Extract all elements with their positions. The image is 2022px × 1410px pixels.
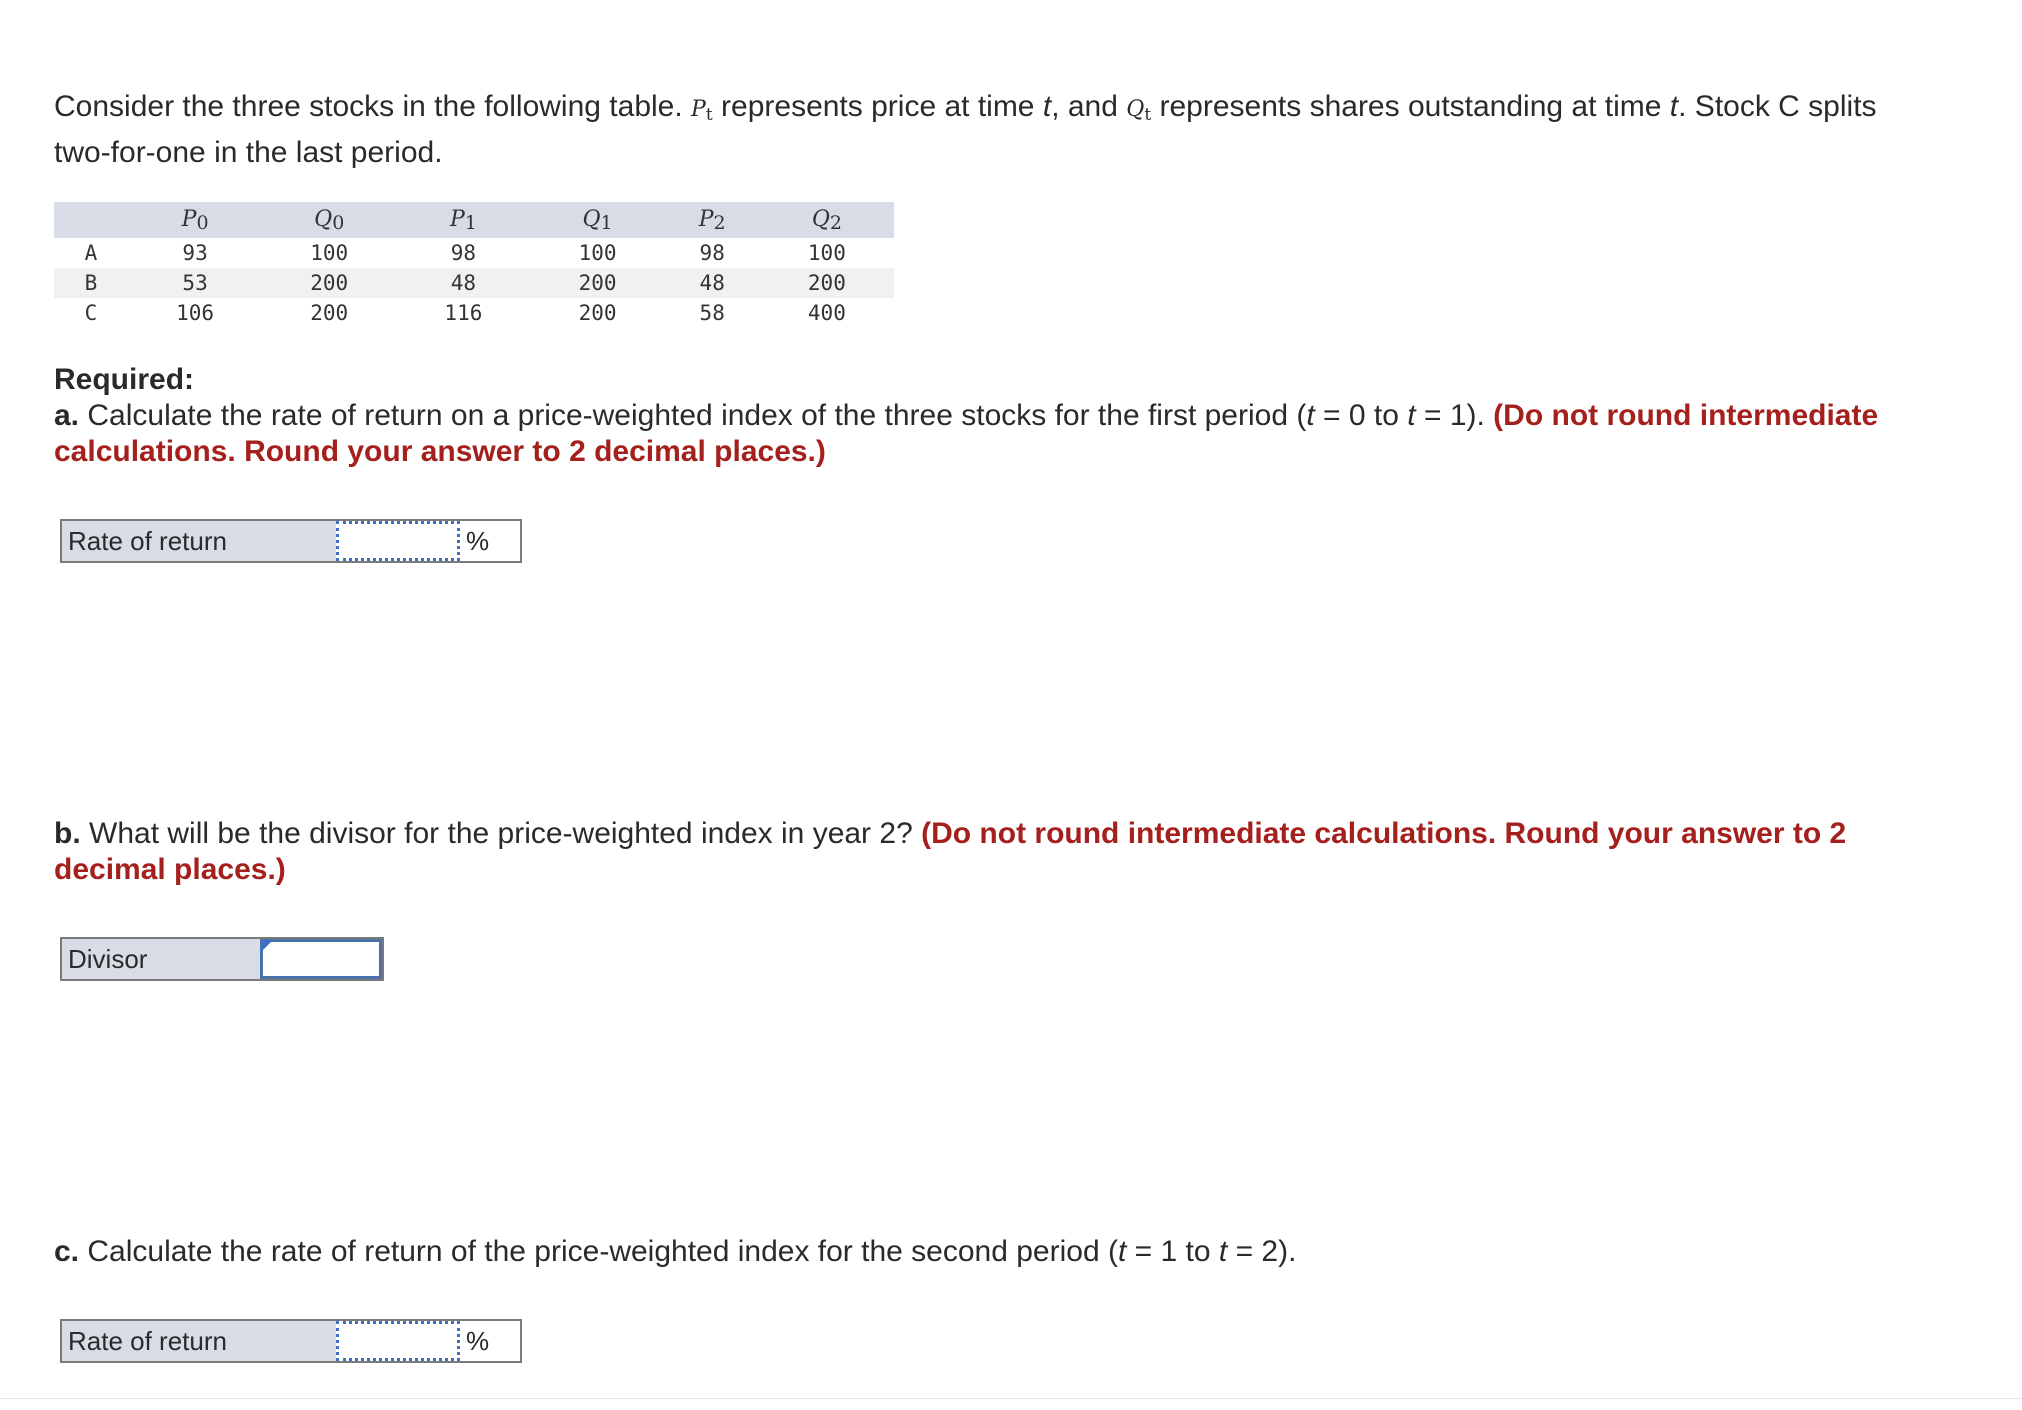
time-variable: t bbox=[1117, 1235, 1127, 1268]
table-cell: 200 bbox=[310, 301, 349, 325]
table-cell: 53 bbox=[182, 271, 208, 295]
intro-text-4: represents shares outstanding at time bbox=[1159, 90, 1662, 123]
table-cell: 100 bbox=[807, 241, 846, 265]
table-cell: 58 bbox=[699, 301, 725, 325]
stock-name: A bbox=[84, 241, 98, 265]
table-cell: 98 bbox=[699, 241, 725, 265]
intro-text-2: represents price at time bbox=[721, 90, 1035, 123]
part-b-letter: b. bbox=[54, 817, 81, 850]
time-variable-2: t bbox=[1669, 90, 1679, 123]
time-variable: t bbox=[1306, 399, 1315, 432]
table-header-row bbox=[54, 202, 894, 238]
shares-symbol: $Q_t$ bbox=[1126, 97, 1152, 125]
time-variable: t bbox=[1407, 399, 1416, 432]
intro-text-5: . Stock C splits two-for-one in the last period. bbox=[54, 90, 1877, 169]
divider bbox=[0, 1398, 2022, 1399]
table-cell: 400 bbox=[807, 301, 846, 325]
question-c bbox=[54, 1234, 1954, 1270]
table-cell: 200 bbox=[578, 301, 617, 325]
part-c-text: Calculate the rate of return of the price-weighted index for the second period ( bbox=[87, 1235, 1118, 1268]
table-row bbox=[54, 268, 894, 298]
divisor-input[interactable] bbox=[260, 939, 382, 979]
part-a-letter: a. bbox=[54, 399, 80, 432]
part-a-instruction: (Do not round intermediate calculations. Round your answer to 2 decimal places.) bbox=[54, 399, 1879, 468]
part-c-letter: c. bbox=[54, 1235, 80, 1268]
table-cell: 48 bbox=[699, 271, 725, 295]
part-a-eq1: = 1). bbox=[1415, 399, 1485, 432]
table-cell: 98 bbox=[450, 241, 477, 265]
table-row bbox=[54, 238, 894, 268]
table-row bbox=[54, 298, 894, 328]
table-header-blank bbox=[54, 202, 128, 238]
answer-row-a bbox=[60, 519, 522, 563]
answer-row-c bbox=[60, 1319, 522, 1363]
table-cell: 200 bbox=[807, 271, 846, 295]
time-variable: t bbox=[1218, 1235, 1228, 1268]
table-header-p1: $P_1$ bbox=[449, 206, 477, 234]
part-c-eq-a: = 1 to bbox=[1126, 1235, 1219, 1268]
part-a-eq0: = 0 to bbox=[1314, 399, 1408, 432]
question-a bbox=[54, 362, 1954, 470]
part-a-text: Calculate the rate of return on a price-weighted index of the three stocks for the first period ( bbox=[87, 399, 1307, 432]
question-b bbox=[54, 816, 1954, 888]
part-b-text: What will be the divisor for the price-weighted index in year 2? bbox=[89, 817, 913, 850]
table-header-q1: $Q_1$ bbox=[582, 206, 613, 234]
time-variable: t bbox=[1042, 90, 1052, 123]
stock-table bbox=[54, 202, 894, 328]
part-c-eq-b: = 2). bbox=[1227, 1235, 1297, 1268]
table-cell: 200 bbox=[310, 271, 349, 295]
input-focus-marker-icon bbox=[262, 940, 273, 951]
table-cell: 200 bbox=[578, 271, 617, 295]
rate-of-return-input-c[interactable] bbox=[336, 1321, 460, 1361]
price-symbol: $P_t$ bbox=[691, 97, 713, 125]
percent-unit: % bbox=[460, 521, 520, 561]
rate-of-return-label: Rate of return bbox=[68, 1325, 227, 1356]
answer-row-b bbox=[60, 937, 384, 981]
required-heading: Required: bbox=[54, 363, 195, 396]
table-header-q2: $Q_2$ bbox=[811, 206, 842, 234]
intro-text-3: , and bbox=[1051, 90, 1118, 123]
percent-unit: % bbox=[460, 1321, 520, 1361]
table-cell: 48 bbox=[450, 271, 477, 295]
divisor-label: Divisor bbox=[68, 943, 148, 974]
part-b-instruction: (Do not round intermediate calculations. Round your answer to 2 decimal places.) bbox=[54, 817, 1847, 886]
table-cell: 106 bbox=[176, 301, 215, 325]
table-header-q0: $Q_0$ bbox=[314, 206, 345, 234]
table-cell: 100 bbox=[578, 241, 617, 265]
table-cell: 93 bbox=[182, 241, 208, 265]
table-cell: 100 bbox=[310, 241, 349, 265]
rate-of-return-input-a[interactable] bbox=[336, 521, 460, 561]
table-header-p0: $P_0$ bbox=[181, 206, 209, 234]
stock-name: C bbox=[84, 301, 98, 325]
table-cell: 116 bbox=[444, 301, 483, 325]
stock-name: B bbox=[84, 271, 98, 295]
intro-text-1: Consider the three stocks in the following table. bbox=[54, 90, 683, 123]
table-header-p2: $P_2$ bbox=[698, 206, 726, 234]
rate-of-return-label: Rate of return bbox=[68, 525, 227, 556]
problem-intro bbox=[54, 88, 1934, 172]
